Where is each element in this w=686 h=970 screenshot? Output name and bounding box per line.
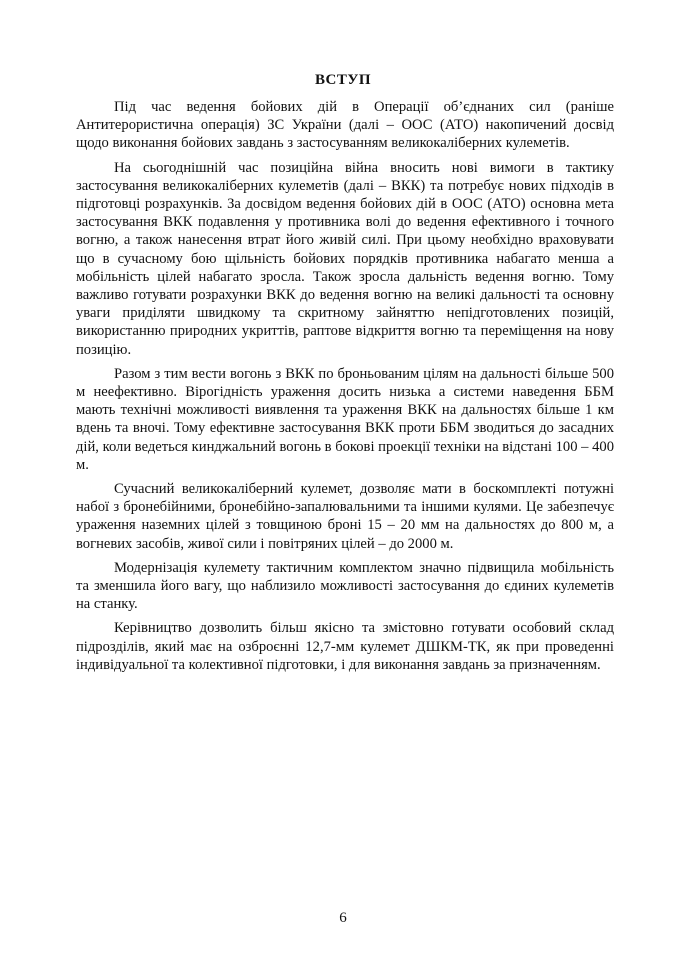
paragraph: Сучасний великокаліберний кулемет, дозволяє мати в боскомплекті потужні набої з бронебійними, бронебійно-запалювальними та іншими кулями. Це забезпечує ураження наземних цілей з товщиною броні 15 – 20 мм на дальностях до 800 м, а вогневих засобів, живої сили і повітряних цілей – до 2000 м. bbox=[76, 481, 614, 552]
page-title: ВСТУП bbox=[314, 72, 372, 88]
page-number: 6 bbox=[339, 910, 347, 926]
paragraph: На сьогоднішній час позиційна війна вносить нові вимоги в тактику застосування великокаліберних кулеметів (далі – ВКК) та потребує нових підходів в підготовці розрахунків. За досвідом ведення бойових дій в ООС (АТО) основна мета застосування ВКК подавлення у противника волі до ведення ефективного і точного вогню, а також нанесення втрат його живій силі. При цьому необхідно враховувати що в сучасному бою щільність бойових порядків противника набагато менша а мобільність цілей набагато зросла. Також зросла дальність ведення вогню. Тому важливо готувати розрахунки ВКК до ведення вогню на великі дальності та основну уваги приділяти швидкому та скритному зайняттю непідготовлених позицій, використанню природних укриттів, раптове відкриття вогню та переміщення на нову позицію. bbox=[76, 159, 614, 358]
paragraph: Разом з тим вести вогонь з ВКК по броньованим цілям на дальності більше 500 м неефективно. Вірогідність ураження досить низька а системи наведення ББМ мають технічні можливості виявлення та ураження ВКК на дальностях більше 1 км вдень та вночі. Тому ефективне застосування ВКК проти ББМ зводиться до засадних дій, коли ведеться кинджальний вогонь в бокові проекції техніки на відстані 100 – 400 м. bbox=[76, 365, 614, 473]
body-text bbox=[76, 98, 614, 674]
paragraph: Модернізація кулемету тактичним комплектом значно підвищила мобільність та зменшила його вагу, що наблизило можливості застосування до єдиних кулеметів на станку. bbox=[76, 559, 614, 613]
paragraph: Керівництво дозволить більш якісно та змістовно готувати особовий склад підрозділів, який має на озброєнні 12,7-мм кулемет ДШКМ-ТК, як при проведенні індивідуальної та колективної підготовки, і для виконання завдань за призначенням. bbox=[76, 620, 614, 673]
paragraph: Під час ведення бойових дій в Операції об’єднаних сил (раніше Антитерористична операція) ЗС України (далі – ООС (АТО) накопичений досвід щодо виконання бойових завдань з застосуванням великокаліберних кулеметів. bbox=[76, 99, 614, 152]
